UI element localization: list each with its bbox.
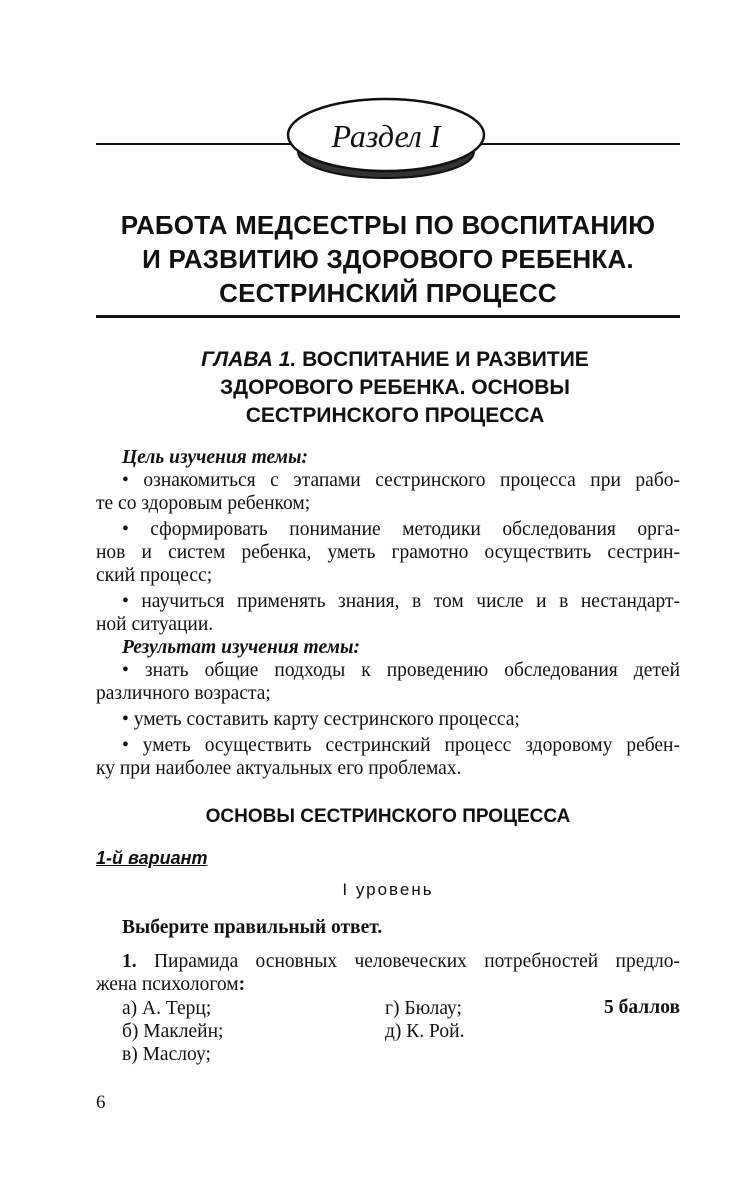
result-line: • знать общие подходы к проведению обследования детей [122, 660, 680, 681]
question-number: 1. [122, 951, 137, 972]
option-g: г) Бюлау; [385, 998, 462, 1019]
goal-line: • ознакомиться с этапами сестринского процесса при рабо- [122, 470, 680, 491]
result-line: • уметь осуществить сестринский процесс здоровому ребен- [122, 735, 680, 756]
option-b: б) Маклейн; [122, 1021, 224, 1042]
question-line [96, 950, 680, 973]
goals-heading: Цель изучения темы: [122, 447, 309, 468]
goal-line: ной ситуации. [96, 614, 214, 635]
question-text: Пирамида основных человеческих потребностей предло- [153, 951, 680, 972]
level-label: I уровень [342, 880, 434, 899]
variant-label: 1-й вариант [96, 848, 208, 868]
section-title-line: И РАЗВИТИЮ ЗДОРОВОГО РЕБЕНКА. [142, 244, 634, 274]
question-colon: : [238, 974, 246, 995]
goals-block [96, 446, 680, 780]
result-line: • уметь составить карту сестринского процесса; [122, 709, 520, 730]
option-d: д) К. Рой. [385, 1021, 465, 1042]
chapter-title-line: СЕСТРИНСКОГО ПРОЦЕССА [245, 404, 545, 427]
goal-line: нов и систем ребенка, уметь грамотно осуществить сестрин- [96, 542, 680, 563]
bottom-rule [96, 315, 680, 318]
section-title [96, 208, 680, 310]
page-number: 6 [96, 1092, 106, 1113]
option-v: в) Маслоу; [122, 1044, 211, 1065]
goal-line: • научиться применять знания, в том числе и в нестандарт- [122, 591, 680, 612]
section-badge-label: Раздел I [331, 118, 441, 154]
section-badge [286, 92, 486, 184]
goal-line: ский процесс; [96, 565, 213, 586]
result-line: ку при наиболее актуальных его проблемах. [96, 758, 462, 779]
result-line: различного возраста; [96, 683, 271, 704]
question-1 [96, 950, 680, 996]
results-heading: Результат изучения темы: [122, 637, 361, 658]
chapter-label: ГЛАВА 1. [201, 348, 297, 371]
chapter-title [150, 346, 640, 430]
goal-line: • сформировать понимание методики обследования орга- [122, 519, 680, 540]
chapter-title-line: ЗДОРОВОГО РЕБЕНКА. ОСНОВЫ [220, 376, 570, 399]
option-a: а) А. Терц; [122, 998, 212, 1019]
section-title-line: РАБОТА МЕДСЕСТРЫ ПО ВОСПИТАНИЮ [120, 210, 656, 240]
subsection-title: ОСНОВЫ СЕСТРИНСКОГО ПРОЦЕССА [205, 806, 571, 827]
section-title-line: СЕСТРИНСКИЙ ПРОЦЕСС [219, 278, 557, 308]
question-text: жена психологом [96, 974, 239, 995]
question-line [96, 973, 680, 996]
goal-line: те со здоровым ребенком; [96, 493, 311, 514]
points-label: 5 баллов [604, 997, 680, 1018]
chapter-title-line: ВОСПИТАНИЕ И РАЗВИТИЕ [302, 348, 589, 371]
instruction: Выберите правильный ответ. [122, 917, 383, 938]
